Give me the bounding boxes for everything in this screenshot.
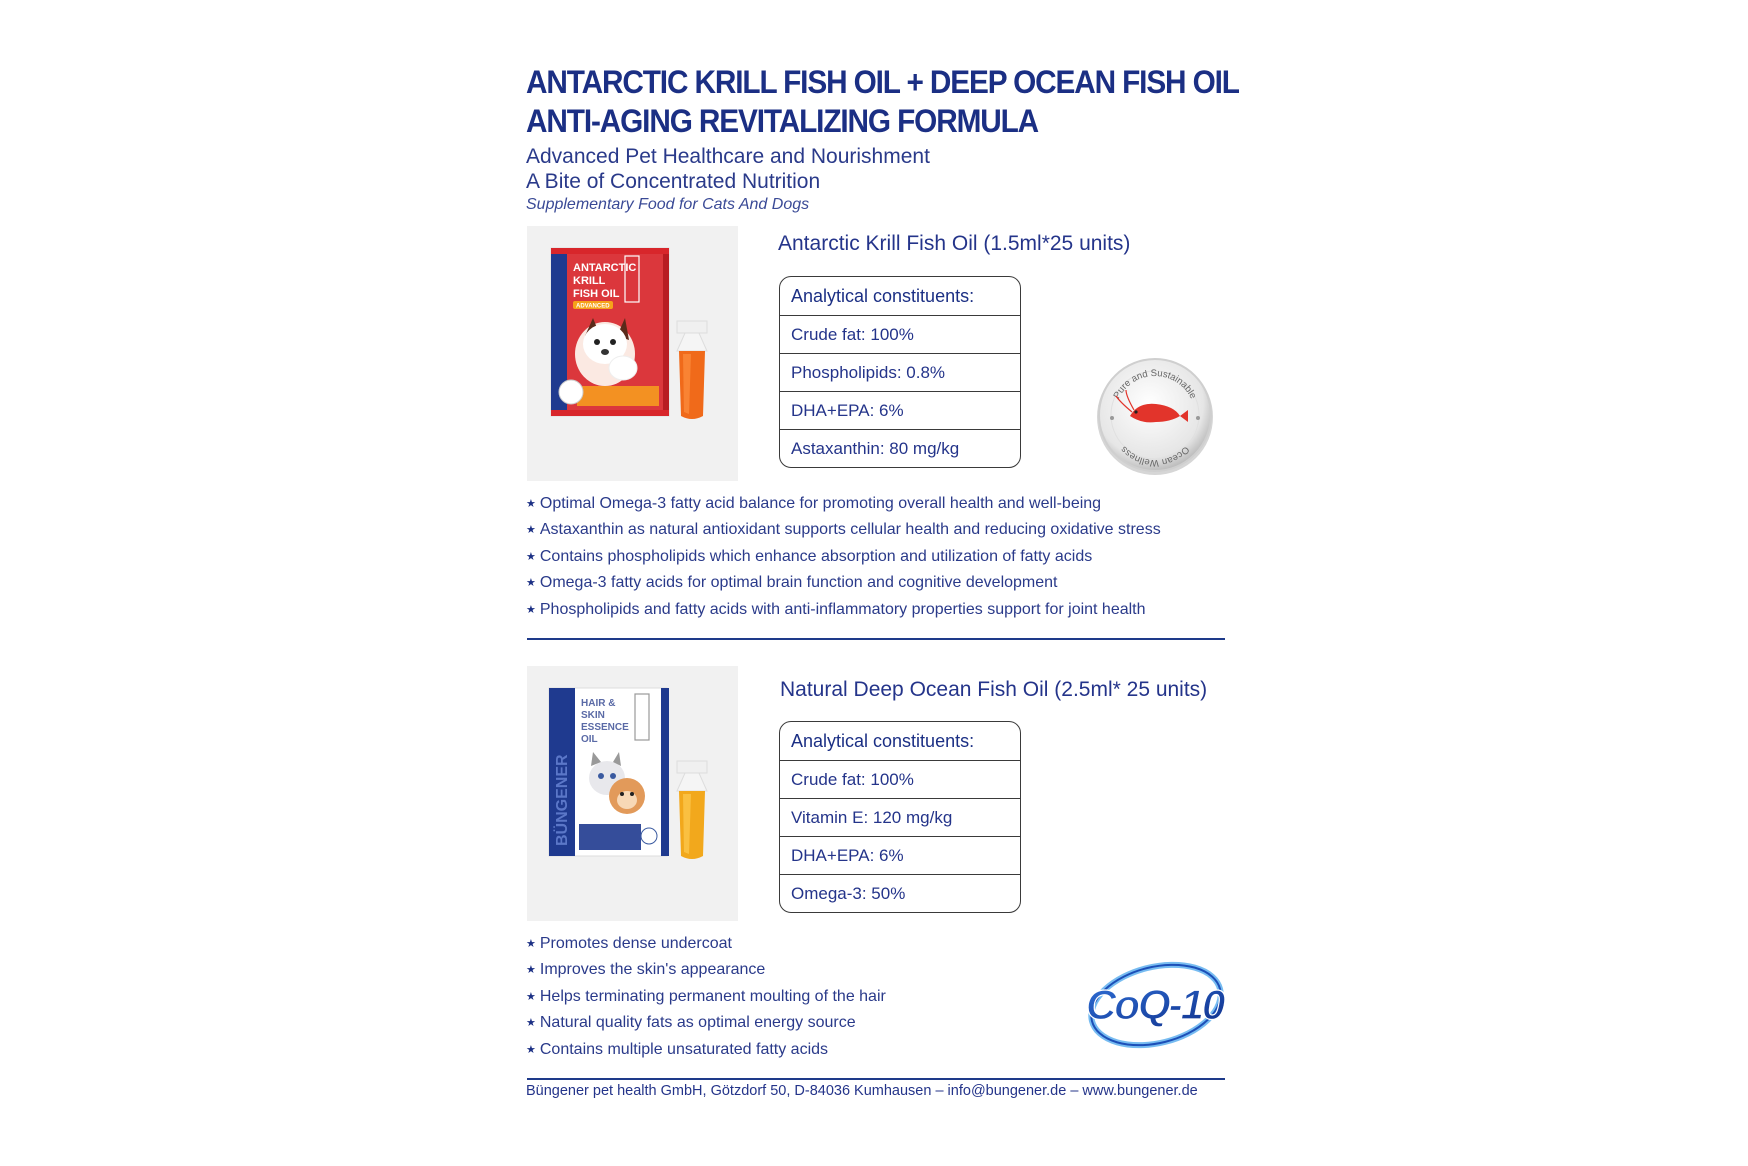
fish-oil-benefits-list (526, 931, 886, 1063)
list-item: ★ Contains multiple unsaturated fatty acids (526, 1040, 829, 1058)
footer-divider (527, 1078, 1225, 1080)
krill-box-label-2: KRILL (573, 275, 606, 287)
star-icon: ★ (526, 938, 536, 950)
constituent-row: Crude fat: 100% (780, 760, 1020, 798)
coq10-logo (1078, 955, 1230, 1053)
sustainable-seal (1090, 350, 1220, 480)
footer-contact: Büngener pet health GmbH, Götzdorf 50, D-84036 Kumhausen – info@bungener.de – www.bungener.de (526, 1083, 1198, 1099)
fish-oil-heading: Natural Deep Ocean Fish Oil (2.5ml* 25 units) (780, 678, 1208, 701)
constituent-row: Omega-3: 50% (780, 874, 1020, 912)
krill-benefits-list (526, 491, 1161, 623)
constituent-row: DHA+EPA: 6% (780, 391, 1020, 429)
krill-oil-product-image (527, 226, 738, 481)
fish-box-label-2: SKIN (581, 710, 605, 721)
subtitle-healthcare: Advanced Pet Healthcare and Nourishment (526, 145, 930, 168)
krill-oil-box-illustration (527, 226, 738, 481)
krill-box-label-3: FISH OIL (573, 288, 620, 300)
constituents-header: Analytical constituents: (791, 285, 975, 306)
fish-oil-box-illustration (527, 666, 738, 921)
star-icon: ★ (526, 550, 536, 563)
krill-box-badge: ADVANCED (576, 303, 610, 310)
fish-box-label-3: ESSENCE (581, 722, 629, 733)
constituent-row: Vitamin E: 120 mg/kg (780, 798, 1020, 836)
list-item: ★ Omega-3 fatty acids for optimal brain function and cognitive development (526, 574, 1058, 592)
list-item: ★ Contains phospholipids which enhance absorption and utilization of fatty acids (526, 547, 1093, 565)
fish-box-label-4: OIL (581, 734, 598, 745)
star-icon: ★ (526, 1043, 536, 1056)
star-icon: ★ (526, 524, 536, 537)
page-title-line-1: ANTARCTIC KRILL FISH OIL + DEEP OCEAN FISH OIL (526, 64, 1239, 100)
krill-oil-heading: Antarctic Krill Fish Oil (1.5ml*25 units) (778, 232, 1131, 255)
constituent-row: Phospholipids: 0.8% (780, 353, 1020, 391)
constituent-row: DHA+EPA: 6% (780, 836, 1020, 874)
page-title-line-2: ANTI-AGING REVITALIZING FORMULA (526, 103, 1039, 139)
section-divider (527, 638, 1225, 640)
star-icon: ★ (526, 964, 536, 977)
star-icon: ★ (526, 498, 536, 510)
list-item: ★ Optimal Omega-3 fatty acid balance for promoting overall health and well-being (526, 495, 1102, 512)
constituent-row: Crude fat: 100% (780, 315, 1020, 353)
coq10-logo-text: CoQ-10 (1086, 981, 1224, 1028)
seal-top-text: Pure and Sustainable (1111, 367, 1199, 401)
fish-box-brand: BÜNGENER (554, 754, 571, 846)
subtitle-supplementary: Supplementary Food for Cats And Dogs (526, 196, 810, 213)
krill-box-label-1: ANTARCTIC (573, 262, 637, 274)
fish-oil-product-image (527, 666, 738, 921)
list-item: ★ Improves the skin's appearance (526, 961, 766, 979)
krill-constituents-table (779, 276, 1021, 468)
subtitle-nutrition: A Bite of Concentrated Nutrition (526, 170, 821, 193)
list-item: ★ Promotes dense undercoat (526, 935, 732, 952)
list-item: ★ Natural quality fats as optimal energy source (526, 1014, 856, 1032)
star-icon: ★ (526, 990, 536, 1003)
fish-oil-constituents-table (779, 721, 1021, 913)
fish-box-label-1: HAIR & (581, 698, 616, 709)
constituent-row: Astaxanthin: 80 mg/kg (780, 429, 1020, 467)
star-icon: ★ (526, 577, 536, 590)
list-item: ★ Helps terminating permanent moulting of the hair (526, 987, 886, 1005)
star-icon: ★ (526, 603, 536, 616)
seal-bottom-text: Ocean Wellness (1118, 443, 1192, 469)
list-item: ★ Astaxanthin as natural antioxidant supports cellular health and reducing oxidative stress (526, 521, 1161, 539)
constituents-header: Analytical constituents: (791, 730, 975, 751)
star-icon: ★ (526, 1017, 536, 1030)
list-item: ★ Phospholipids and fatty acids with anti-inflammatory properties support for joint health (526, 600, 1146, 618)
